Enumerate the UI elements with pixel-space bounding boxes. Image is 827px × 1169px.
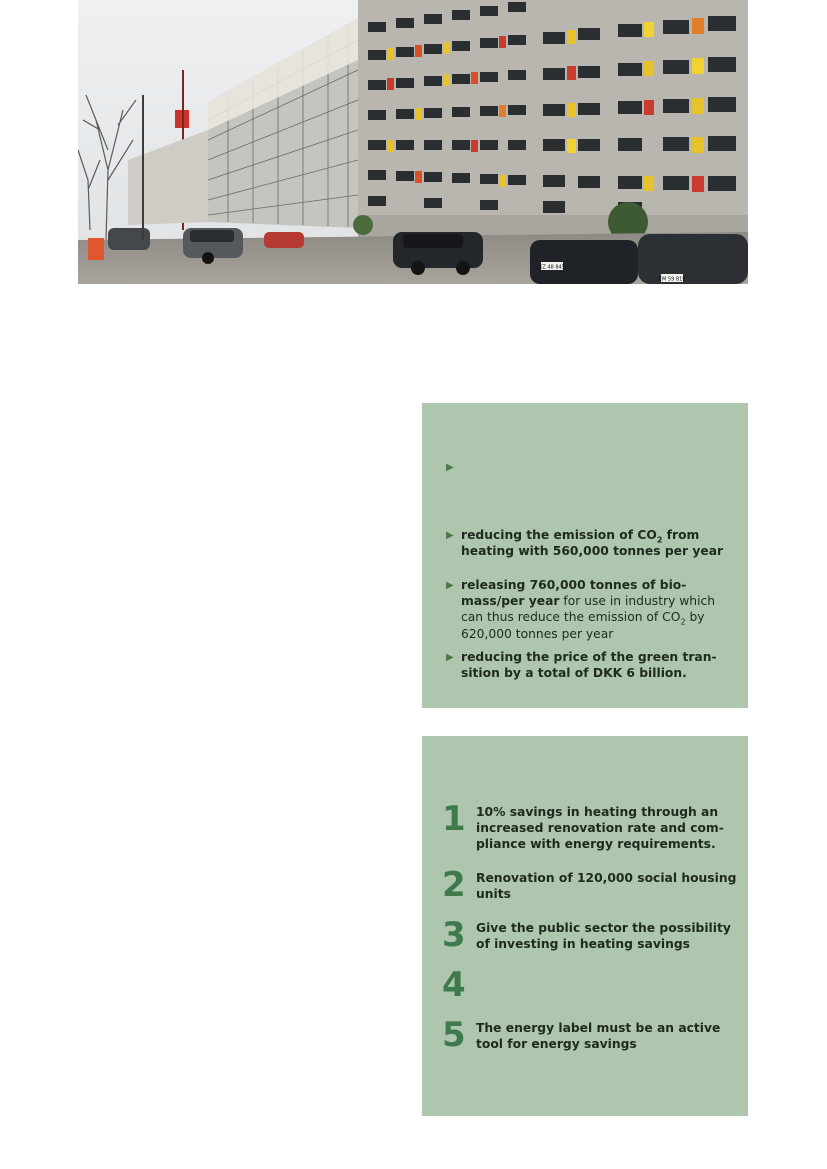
proposal-item-2 — [442, 865, 738, 905]
proposals-box — [422, 736, 748, 1116]
arrow-icon: ▶ — [446, 580, 454, 591]
arrow-icon: ▶ — [446, 462, 454, 473]
item-number: 4 — [442, 965, 466, 1005]
proposal-item-1 — [442, 799, 738, 853]
item-number: 1 — [442, 799, 466, 839]
proposal-item-3 — [442, 915, 738, 955]
item-number: 5 — [442, 1015, 466, 1055]
building-photo — [78, 0, 748, 284]
item-text: 10% savings in heating through an increased renovation rate and com-pliance with energy requirements. — [476, 805, 724, 852]
item-text: Renovation of 120,000 social housing units — [476, 871, 737, 902]
bullet-co2 — [446, 527, 736, 559]
bullet-price — [446, 649, 736, 681]
license-plate-1: KZ 48 845 — [539, 264, 565, 271]
item-number: 2 — [442, 865, 466, 905]
bullet-text: releasing 760,000 tonnes of bio-mass/per year for use in industry which can thus reduce the emission of $CO_2$ by 620,000 tonnes per year — [461, 578, 716, 641]
item-text: Give the public sector the possibility of investing in heating savings — [476, 921, 731, 952]
arrow-icon: ▶ — [446, 530, 454, 541]
benefits-box — [422, 403, 748, 708]
arrow-icon: ▶ — [446, 652, 454, 663]
bullet-biomass — [446, 577, 736, 642]
bullet-text: reducing the price of the green tran-sition by a total of DKK 6 billion. — [461, 650, 717, 681]
license-plate-2: CM 59 819 — [658, 276, 686, 283]
bullet-text: reducing the emission of $CO_2$ from heating with 560,000 tonnes per year — [461, 528, 724, 559]
proposal-item-5 — [442, 1015, 738, 1055]
item-text: The energy label must be an active tool for energy savings — [476, 1021, 721, 1052]
item-number: 3 — [442, 915, 466, 955]
building-photo-illustration — [78, 0, 748, 284]
